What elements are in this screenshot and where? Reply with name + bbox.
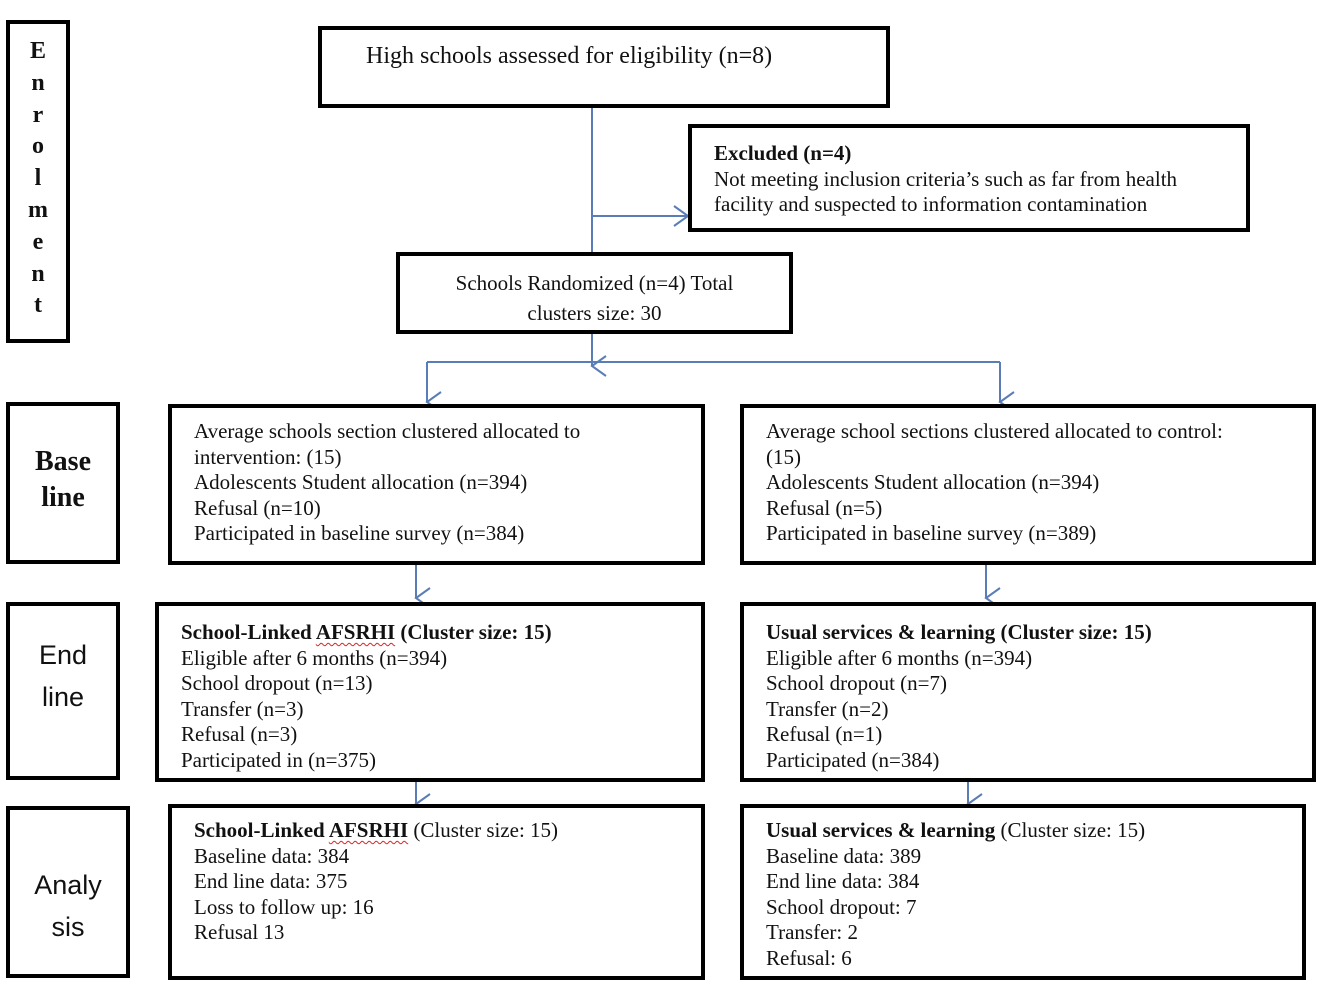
text-line: Refusal (n=3) — [181, 722, 298, 746]
text-line: Refusal (n=1) — [766, 722, 883, 746]
text-line: Refusal (n=10) — [194, 495, 321, 520]
endline-intervention-text — [181, 620, 552, 773]
text-line: School dropout (n=7) — [766, 671, 947, 695]
text-line: Transfer: 2 — [766, 920, 858, 944]
baseline-intervention-box — [168, 404, 705, 565]
excluded-line-1: Not meeting inclusion criteria’s such as far from health — [714, 166, 1178, 191]
stage-baseline-label: Base line — [35, 446, 91, 513]
text-line: Participated (n=384) — [766, 747, 940, 772]
text-line: Refusal: 6 — [766, 945, 852, 970]
randomized-line-2: clusters size: 30 — [527, 301, 662, 325]
stage-enrolment-label: E n r o l m e n t — [28, 38, 48, 319]
stage-baseline-box — [6, 402, 120, 564]
analysis-intervention-box — [168, 804, 705, 980]
text-line: Average schools section clustered allocated to — [194, 419, 581, 443]
stage-endline-box — [6, 602, 120, 780]
stage-analysis-box — [6, 806, 130, 978]
text-line: Adolescents Student allocation (n=394) — [766, 470, 1100, 494]
endline-control-box — [740, 602, 1316, 782]
endline-control-text — [766, 620, 1152, 773]
eligibility-text: High schools assessed for eligibility (n=8) — [366, 43, 773, 69]
text-line: Baseline data: 384 — [194, 843, 350, 868]
text-line: (15) — [766, 444, 801, 469]
text-line: Participated in baseline survey (n=384) — [194, 521, 525, 545]
randomized-text — [400, 268, 789, 328]
text-line: Refusal 13 — [194, 920, 285, 944]
text-line: Participated in (n=375) — [181, 747, 376, 772]
endline-control-title: Usual services & learning (Cluster size: 15) — [766, 620, 1152, 644]
randomized-line-1: Schools Randomized (n=4) Total — [455, 271, 734, 295]
analysis-control-box — [740, 804, 1306, 980]
analysis-intervention-title: School-Linked AFSRHI (Cluster size: 15) — [194, 818, 559, 842]
stage-analysis-label: Analy sis — [34, 870, 102, 942]
text-line: Transfer (n=3) — [181, 696, 304, 721]
eligibility-box — [318, 26, 890, 108]
excluded-box — [688, 124, 1250, 232]
text-line: Eligible after 6 months (n=394) — [766, 645, 1033, 670]
text-line: School dropout: 7 — [766, 894, 917, 919]
text-line: School dropout (n=13) — [181, 671, 373, 695]
text-line: End line data: 375 — [194, 869, 348, 893]
stage-endline-label: End line — [38, 640, 88, 712]
text-line: intervention: (15) — [194, 444, 342, 469]
excluded-title: Excluded (n=4) — [714, 141, 852, 165]
endline-intervention-box — [155, 602, 705, 782]
randomized-box — [396, 252, 793, 334]
analysis-control-text — [766, 818, 1145, 971]
baseline-control-text — [766, 419, 1223, 547]
analysis-control-title: Usual services & learning (Cluster size: 15) — [766, 818, 1146, 842]
endline-intervention-title: School-Linked AFSRHI (Cluster size: 15) — [181, 620, 552, 644]
baseline-control-box — [740, 404, 1316, 565]
baseline-intervention-text — [194, 419, 580, 547]
text-line: Eligible after 6 months (n=394) — [181, 645, 448, 670]
analysis-intervention-text — [194, 818, 558, 946]
excluded-text — [714, 141, 1177, 218]
text-line: Baseline data: 389 — [766, 843, 922, 868]
text-line: Adolescents Student allocation (n=394) — [194, 470, 528, 494]
text-line: Transfer (n=2) — [766, 696, 889, 721]
text-line: End line data: 384 — [766, 869, 920, 893]
text-line: Average school sections clustered allocated to control: — [766, 419, 1223, 443]
text-line: Participated in baseline survey (n=389) — [766, 521, 1097, 545]
text-line: Refusal (n=5) — [766, 495, 883, 520]
excluded-line-2: facility and suspected to information contamination — [714, 192, 1148, 216]
text-line: Loss to follow up: 16 — [194, 894, 374, 919]
stage-enrolment-box — [6, 20, 70, 343]
